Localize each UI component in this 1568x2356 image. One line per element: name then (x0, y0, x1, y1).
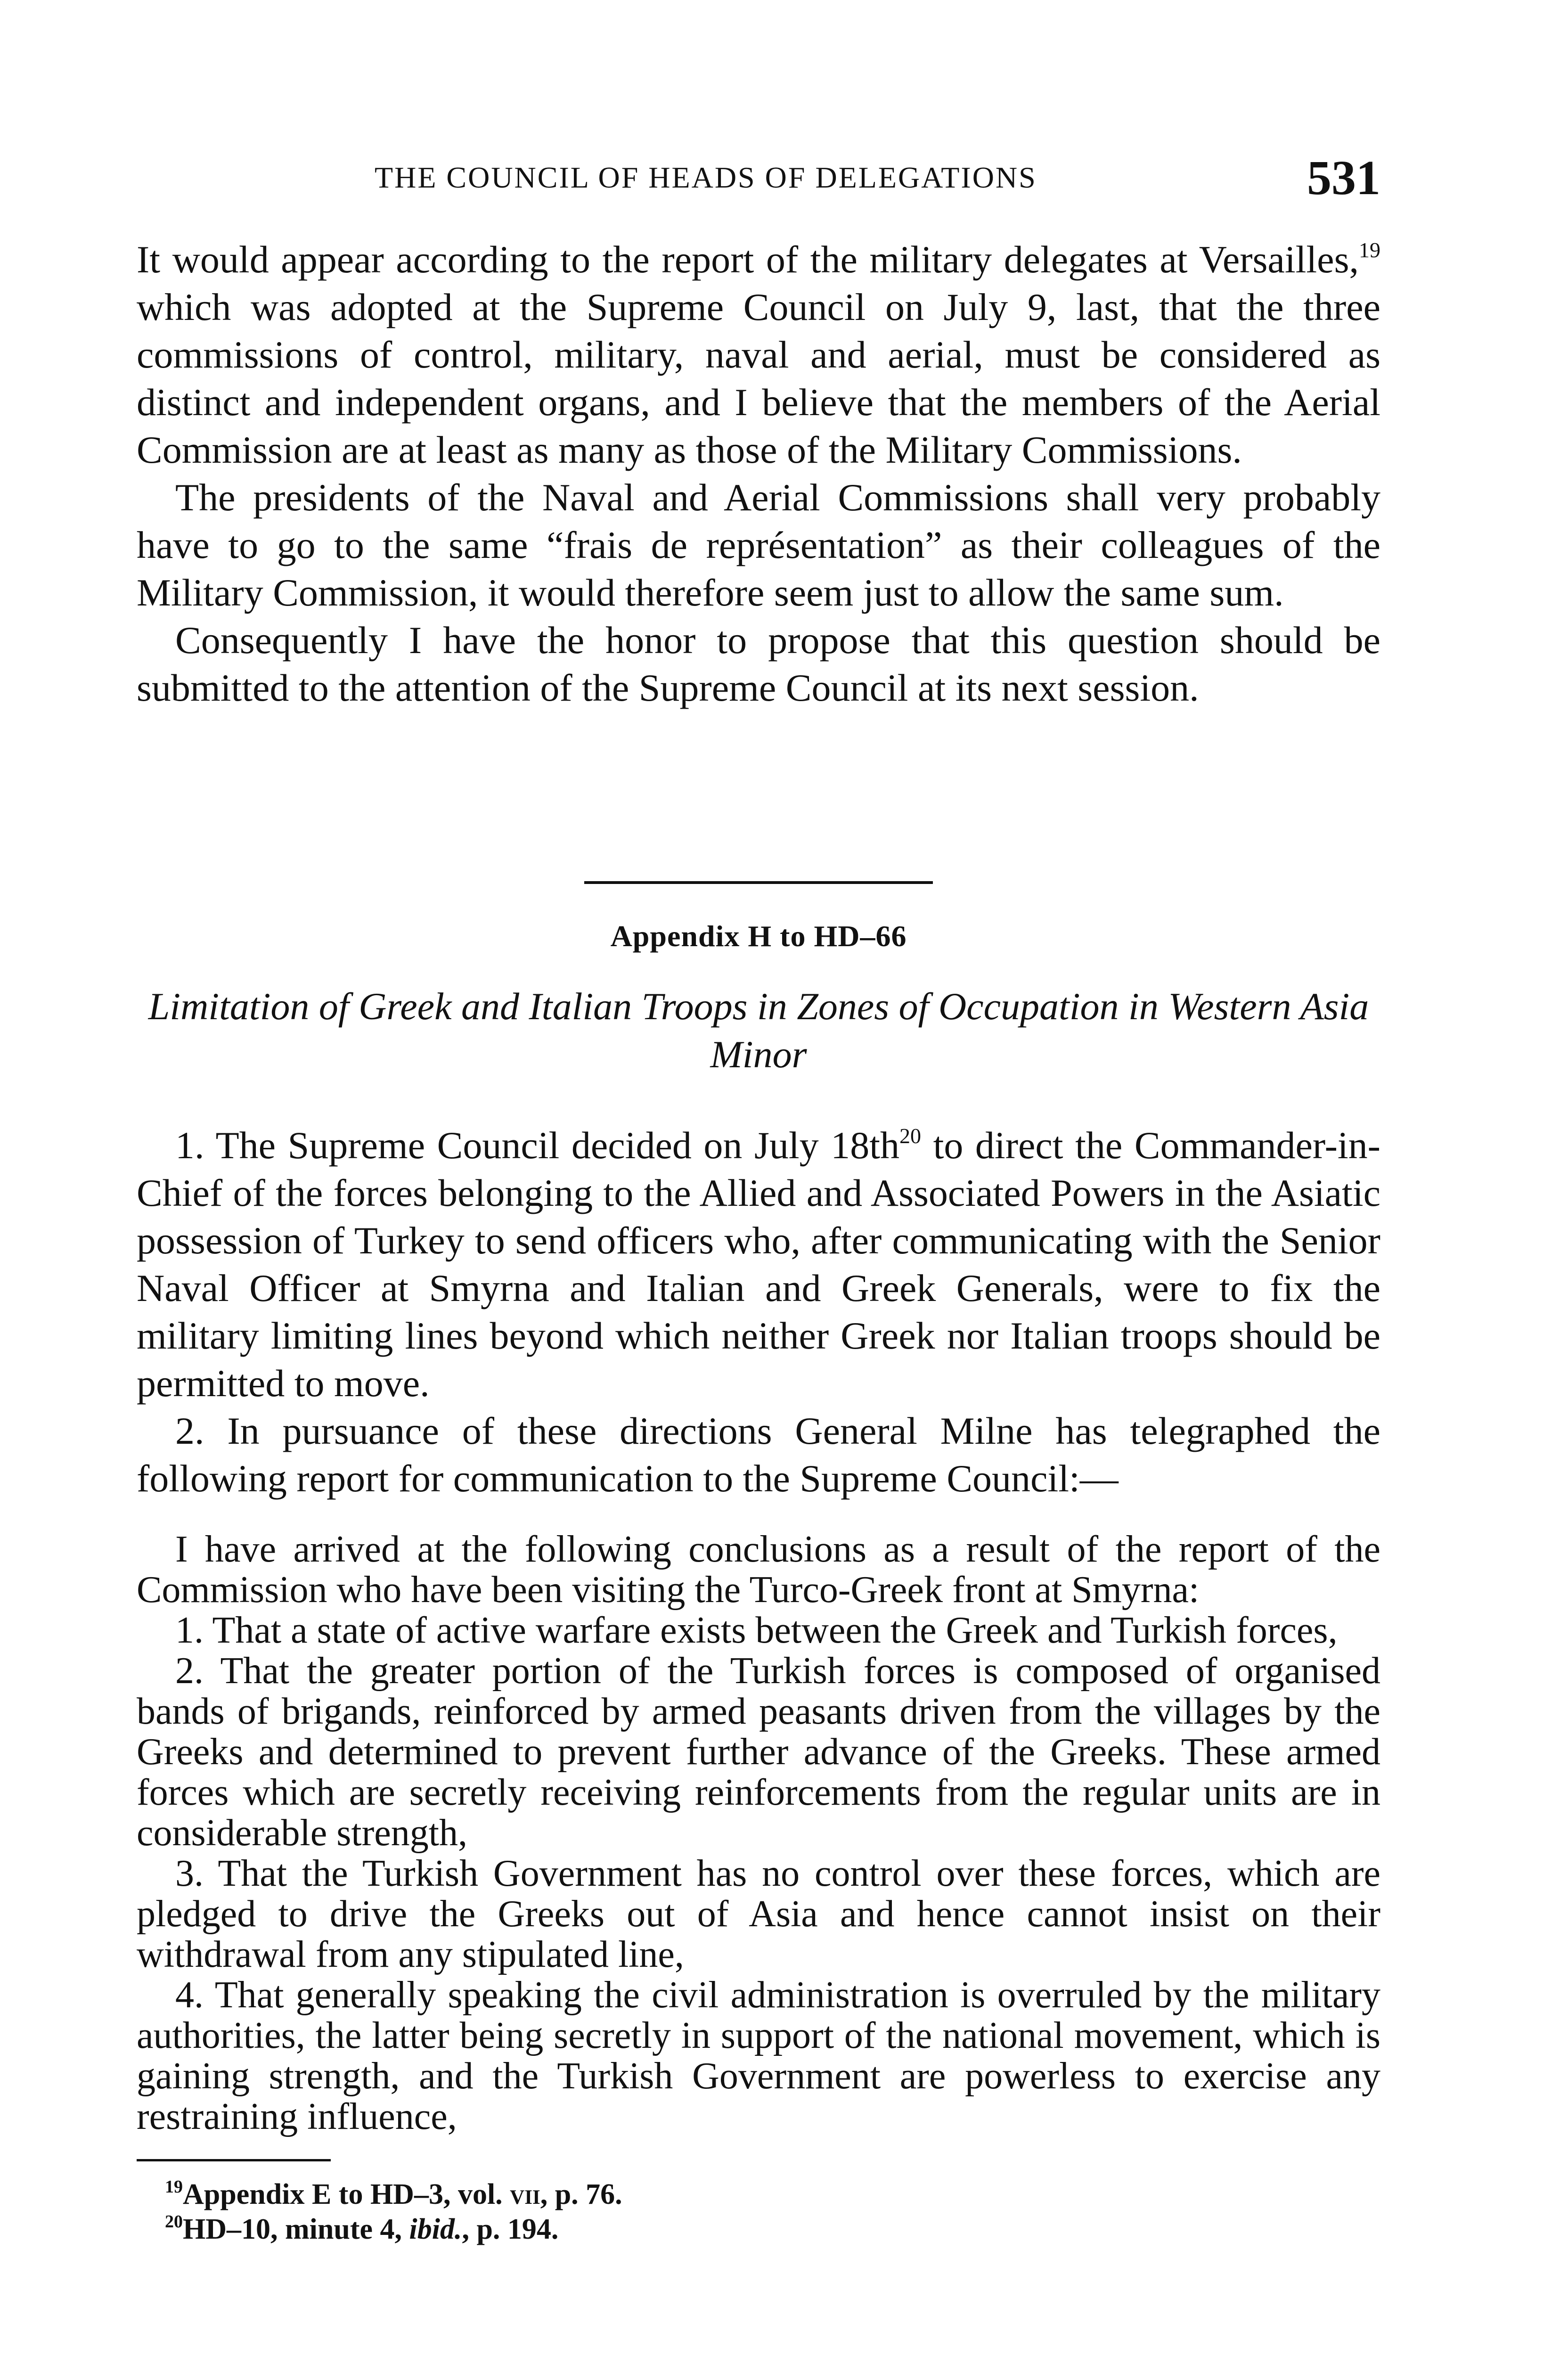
appendix-title: Limitation of Greek and Italian Troops in Zones of Occupation in Western Asia Minor (148, 985, 1369, 1076)
quote-item-1: 1. That a state of active warfare exists between the Greek and Turkish forces, (175, 1610, 1338, 1651)
paragraph-text: to direct the Commander-in-Chief of the forces belonging to the Allied and Associated Powers in the Asiatic possession of Turkey to send officers who, after communicating with the Senior Naval Officer at Smyrna and Italian and Greek Generals, were to fix the military limiting lines beyond which neither Greek nor Italian troops should be permitted to move. (137, 1124, 1380, 1405)
footnote-text: , p. 194. (462, 2213, 559, 2245)
appendix-body (137, 1121, 1380, 1502)
running-title: THE COUNCIL OF HEADS OF DELEGATIONS (375, 161, 1037, 194)
running-header (137, 150, 1380, 205)
footnote-19 (165, 2177, 1296, 2212)
paragraph-text: It would appear according to the report of the military delegates at Versailles, (137, 238, 1359, 281)
quote-item-2: 2. That the greater portion of the Turkish forces is composed of organised bands of brigands, reinforced by armed peasants driven from the villages by the Greeks and determined to prevent further advance of the Greeks. These armed forces which are secretly receiving reinforcements from the regular units are in considerable strength, (137, 1650, 1380, 1854)
appendix-heading: Appendix H to HD–66 (610, 919, 907, 953)
footnote-text: , p. 76. (540, 2178, 622, 2210)
paragraph-text: 1. The Supreme Council decided on July 18th (175, 1124, 900, 1167)
quote-item-3: 3. That the Turkish Government has no control over these forces, which are pledged to drive the Greeks out of Asia and hence cannot insist on their withdrawal from any stipulated line, (137, 1853, 1380, 1975)
footnote-ref-20: 20 (899, 1124, 922, 1148)
section-divider (584, 881, 933, 884)
footnote-ibid: ibid. (409, 2213, 462, 2245)
page-number: 531 (1307, 151, 1380, 205)
appendix-paragraph-2: 2. In pursuance of these directions General Milne has telegraphed the following report for communication to the Supreme Council:— (137, 1409, 1380, 1500)
paragraph-text: which was adopted at the Supreme Council on July 9, last, that the three commissions of control, military, naval and aerial, must be considered as distinct and independent organs, and I believe that the members of the Aerial Commission are at least as many as those of the Military Commissions. (137, 286, 1380, 471)
footnote-text: HD–10, minute 4, (183, 2213, 409, 2245)
letter-paragraph-1 (137, 236, 1380, 474)
quoted-report (137, 1529, 1380, 2137)
footnote-divider (137, 2159, 331, 2161)
letter-paragraph-2: The presidents of the Naval and Aerial Commissions shall very probably have to go to the same “frais de représentation” as their colleagues of the Military Commission, it would therefore seem just to allow the same sum. (137, 476, 1380, 614)
appendix-paragraph-1 (137, 1121, 1380, 1407)
letter-paragraph-3: Consequently I have the honor to propose that this question should be submitted to the attention of the Supreme Council at its next session. (137, 619, 1380, 709)
footnote-text: Appendix E to HD–3, vol. (183, 2178, 510, 2210)
footnotes (165, 2177, 1296, 2247)
footnote-20 (165, 2212, 1296, 2247)
footnote-volume: vii (510, 2178, 540, 2210)
footnote-number: 19 (165, 2177, 183, 2197)
footnote-ref-19: 19 (1359, 238, 1380, 262)
footnote-number: 20 (165, 2212, 183, 2232)
quote-intro: I have arrived at the following conclusions as a result of the report of the Commission who have been visiting the Turco-Greek front at Smyrna: (137, 1529, 1380, 1611)
letter-body (137, 236, 1380, 712)
quote-item-4: 4. That generally speaking the civil administration is overruled by the military authorities, the latter being secretly in support of the national movement, which is gaining strength, and the Turkish Government are powerless to exercise any restraining influence, (137, 1974, 1380, 2137)
